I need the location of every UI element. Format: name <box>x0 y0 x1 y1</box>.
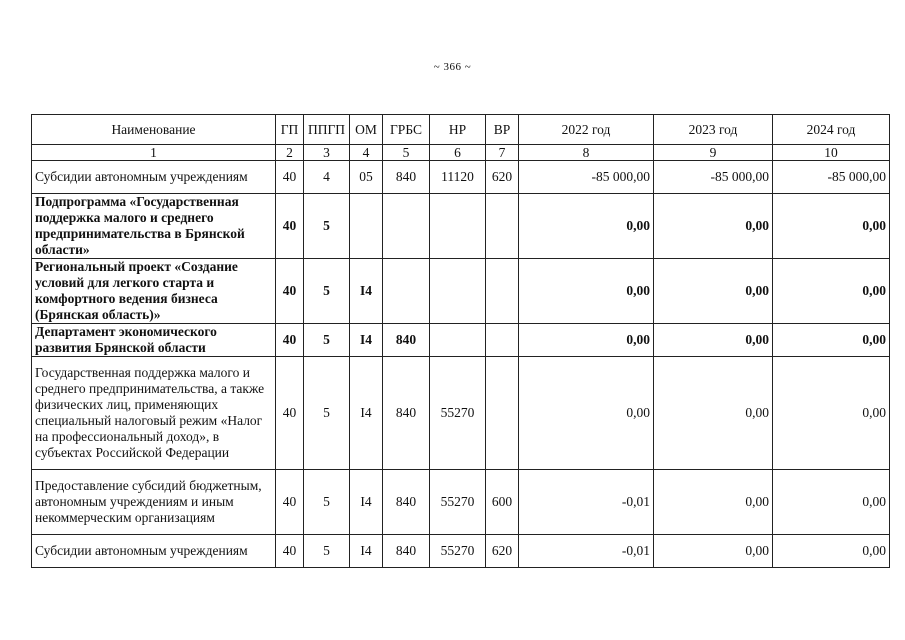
cell-ppgp: 5 <box>304 535 350 568</box>
page-number: ~ 366 ~ <box>433 61 472 73</box>
cell-nr <box>430 259 486 324</box>
cell-om: I4 <box>350 259 383 324</box>
row-name: Субсидии автономным учреждениям <box>32 535 276 568</box>
column-number-row <box>32 145 890 161</box>
column-number: 9 <box>654 145 773 161</box>
cell-gp: 40 <box>276 470 304 535</box>
cell-2024: 0,00 <box>773 535 890 568</box>
row-name: Департамент экономического развития Брянской области <box>32 324 276 357</box>
row-name: Государственная поддержка малого и среднего предпринимательства, а также физических лиц, применяющих специальный налоговый режим «Налог на профессиональный доход», в субъектах Российской Федерации <box>32 357 276 470</box>
cell-ppgp: 5 <box>304 324 350 357</box>
cell-2022: -85 000,00 <box>519 161 654 194</box>
cell-om: I4 <box>350 357 383 470</box>
cell-2024: 0,00 <box>773 470 890 535</box>
column-number: 8 <box>519 145 654 161</box>
cell-om <box>350 194 383 259</box>
cell-vr: 620 <box>486 161 519 194</box>
cell-gp: 40 <box>276 161 304 194</box>
cell-nr: 55270 <box>430 535 486 568</box>
cell-om: I4 <box>350 470 383 535</box>
header-nr: НР <box>430 115 486 145</box>
cell-2024: -85 000,00 <box>773 161 890 194</box>
header-om: ОМ <box>350 115 383 145</box>
cell-2022: 0,00 <box>519 324 654 357</box>
header-2023: 2023 год <box>654 115 773 145</box>
cell-gp: 40 <box>276 259 304 324</box>
cell-nr: 55270 <box>430 357 486 470</box>
header-gp: ГП <box>276 115 304 145</box>
cell-nr: 55270 <box>430 470 486 535</box>
header-name: Наименование <box>32 115 276 145</box>
header-grbs: ГРБС <box>383 115 430 145</box>
column-number: 10 <box>773 145 890 161</box>
cell-ppgp: 5 <box>304 259 350 324</box>
cell-om: I4 <box>350 535 383 568</box>
row-name: Региональный проект «Создание условий для легкого старта и комфортного ведения бизнеса (Брянская область)» <box>32 259 276 324</box>
cell-ppgp: 5 <box>304 470 350 535</box>
cell-grbs: 840 <box>383 161 430 194</box>
cell-om: I4 <box>350 324 383 357</box>
row-name: Субсидии автономным учреждениям <box>32 161 276 194</box>
cell-vr <box>486 259 519 324</box>
cell-grbs: 840 <box>383 357 430 470</box>
column-number: 2 <box>276 145 304 161</box>
table-row <box>32 194 890 259</box>
cell-vr: 620 <box>486 535 519 568</box>
cell-2023: 0,00 <box>654 535 773 568</box>
cell-2023: 0,00 <box>654 194 773 259</box>
header-2024: 2024 год <box>773 115 890 145</box>
cell-gp: 40 <box>276 324 304 357</box>
cell-2024: 0,00 <box>773 194 890 259</box>
table-row <box>32 535 890 568</box>
table-row <box>32 324 890 357</box>
header-ppgp: ППГП <box>304 115 350 145</box>
header-vr: ВР <box>486 115 519 145</box>
column-number: 1 <box>32 145 276 161</box>
cell-2022: 0,00 <box>519 259 654 324</box>
cell-ppgp: 5 <box>304 194 350 259</box>
cell-ppgp: 5 <box>304 357 350 470</box>
cell-2023: 0,00 <box>654 324 773 357</box>
cell-grbs <box>383 194 430 259</box>
cell-gp: 40 <box>276 357 304 470</box>
budget-table <box>31 114 890 568</box>
cell-nr <box>430 324 486 357</box>
cell-2022: 0,00 <box>519 194 654 259</box>
cell-vr <box>486 194 519 259</box>
cell-ppgp: 4 <box>304 161 350 194</box>
table-row <box>32 259 890 324</box>
cell-grbs <box>383 259 430 324</box>
cell-2022: 0,00 <box>519 357 654 470</box>
cell-gp: 40 <box>276 194 304 259</box>
cell-grbs: 840 <box>383 470 430 535</box>
header-row <box>32 115 890 145</box>
column-number: 6 <box>430 145 486 161</box>
cell-nr <box>430 194 486 259</box>
cell-2022: -0,01 <box>519 535 654 568</box>
column-number: 3 <box>304 145 350 161</box>
cell-2024: 0,00 <box>773 259 890 324</box>
cell-vr <box>486 357 519 470</box>
row-name: Предоставление субсидий бюджетным, автономным учреждениям и иным некоммерческим организациям <box>32 470 276 535</box>
cell-grbs: 840 <box>383 324 430 357</box>
table-row <box>32 470 890 535</box>
cell-2024: 0,00 <box>773 324 890 357</box>
cell-om: 05 <box>350 161 383 194</box>
cell-grbs: 840 <box>383 535 430 568</box>
cell-2023: -85 000,00 <box>654 161 773 194</box>
column-number: 4 <box>350 145 383 161</box>
table-row <box>32 357 890 470</box>
cell-2022: -0,01 <box>519 470 654 535</box>
cell-vr: 600 <box>486 470 519 535</box>
cell-2024: 0,00 <box>773 357 890 470</box>
table-row <box>32 161 890 194</box>
column-number: 5 <box>383 145 430 161</box>
header-2022: 2022 год <box>519 115 654 145</box>
cell-2023: 0,00 <box>654 357 773 470</box>
row-name: Подпрограмма «Государственная поддержка малого и среднего предпринимательства в Брянской области» <box>32 194 276 259</box>
column-number: 7 <box>486 145 519 161</box>
cell-nr: 11120 <box>430 161 486 194</box>
cell-2023: 0,00 <box>654 470 773 535</box>
cell-2023: 0,00 <box>654 259 773 324</box>
cell-vr <box>486 324 519 357</box>
cell-gp: 40 <box>276 535 304 568</box>
